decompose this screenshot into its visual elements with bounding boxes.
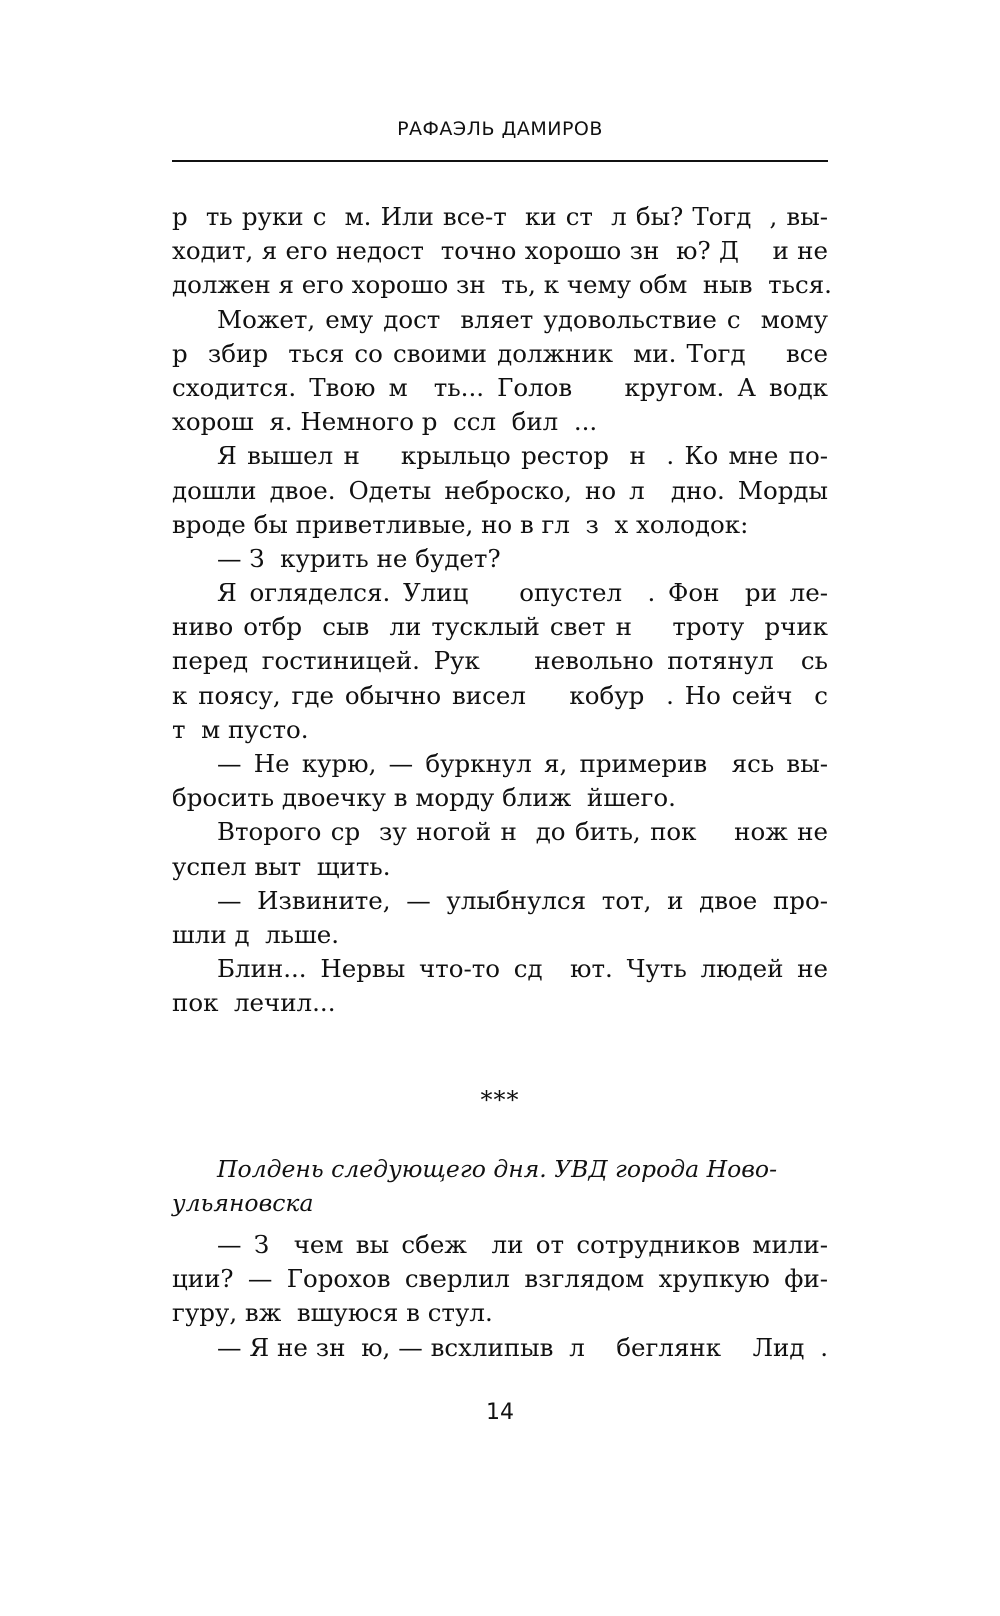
text-line: пок лечил...	[172, 988, 336, 1018]
text-line: р збир ться со своими должник ми. Тогд все	[172, 338, 828, 368]
text-line: дошли двое. Одеты неброско, но л дно. Морды	[172, 475, 828, 505]
body-text	[172, 200, 832, 1021]
page-number: 14	[486, 1400, 514, 1425]
section-break: ***	[480, 1086, 520, 1114]
text-line: Может, ему дост вляет удовольствие с мому	[217, 304, 828, 334]
text-line: — Не курю, — буркнул я, примерив ясь вы-	[217, 749, 828, 778]
text-line: шли д льше.	[172, 919, 340, 949]
text-line: должен я его хорошо зн ть, к чему обм ныв ться.	[172, 270, 832, 300]
running-head-author: РАФАЭЛЬ ДАМИРОВ	[397, 118, 603, 140]
text-line: ходит, я его недост точно хорошо зн ю? Д и не	[172, 236, 828, 266]
scene-heading	[172, 1152, 828, 1220]
text-line: хорош я. Немного р ссл бил ...	[172, 407, 598, 437]
scene-heading-line: Полдень следующего дня. УВД города Ново-	[217, 1155, 778, 1183]
text-line: т м пусто.	[172, 714, 309, 744]
text-line: — З чем вы сбеж ли от сотрудников мили-	[217, 1230, 828, 1259]
text-line: перед гостиницей. Рук невольно потянул сь	[172, 646, 828, 676]
text-line: — Я не зн ю, — всхлипыв л беглянк Лид .	[217, 1332, 828, 1362]
text-line: бросить двоечку в морду ближ йшего.	[172, 783, 676, 813]
text-line: ции? — Горохов сверлил взглядом хрупкую фи-	[172, 1264, 828, 1294]
text-line: сходится. Твою м ть... Голов кругом. А водк	[172, 372, 828, 402]
text-line: Второго ср зу ногой н до бить, пок нож не	[217, 817, 828, 847]
text-line: — З курить не будет?	[217, 543, 501, 573]
text-line: успел выт щить.	[172, 851, 391, 881]
text-line: — Извините, — улыбнулся тот, и двое про-	[217, 885, 828, 915]
body-text-continued	[172, 1228, 828, 1365]
text-line: р ть руки с м. Или все-т ки ст л бы? Тогд , вы-	[172, 202, 828, 231]
text-line: вроде бы приветливые, но в гл з х холодок:	[172, 509, 749, 539]
text-line: Блин... Нервы что-то сд ют. Чуть людей не	[217, 954, 828, 984]
scene-heading-line: ульяновска	[172, 1189, 314, 1217]
header-rule	[172, 160, 828, 162]
text-line: ниво отбр сыв ли тусклый свет н троту рчик	[172, 612, 828, 642]
text-line: Я вышел н крыльцо рестор н . Ко мне по-	[217, 441, 828, 471]
text-line: Я огляделся. Улиц опустел . Фон ри ле-	[217, 578, 828, 608]
text-line: к поясу, где обычно висел кобур . Но сейч с	[172, 680, 828, 710]
text-line: гуру, вж вшуюся в стул.	[172, 1298, 493, 1328]
